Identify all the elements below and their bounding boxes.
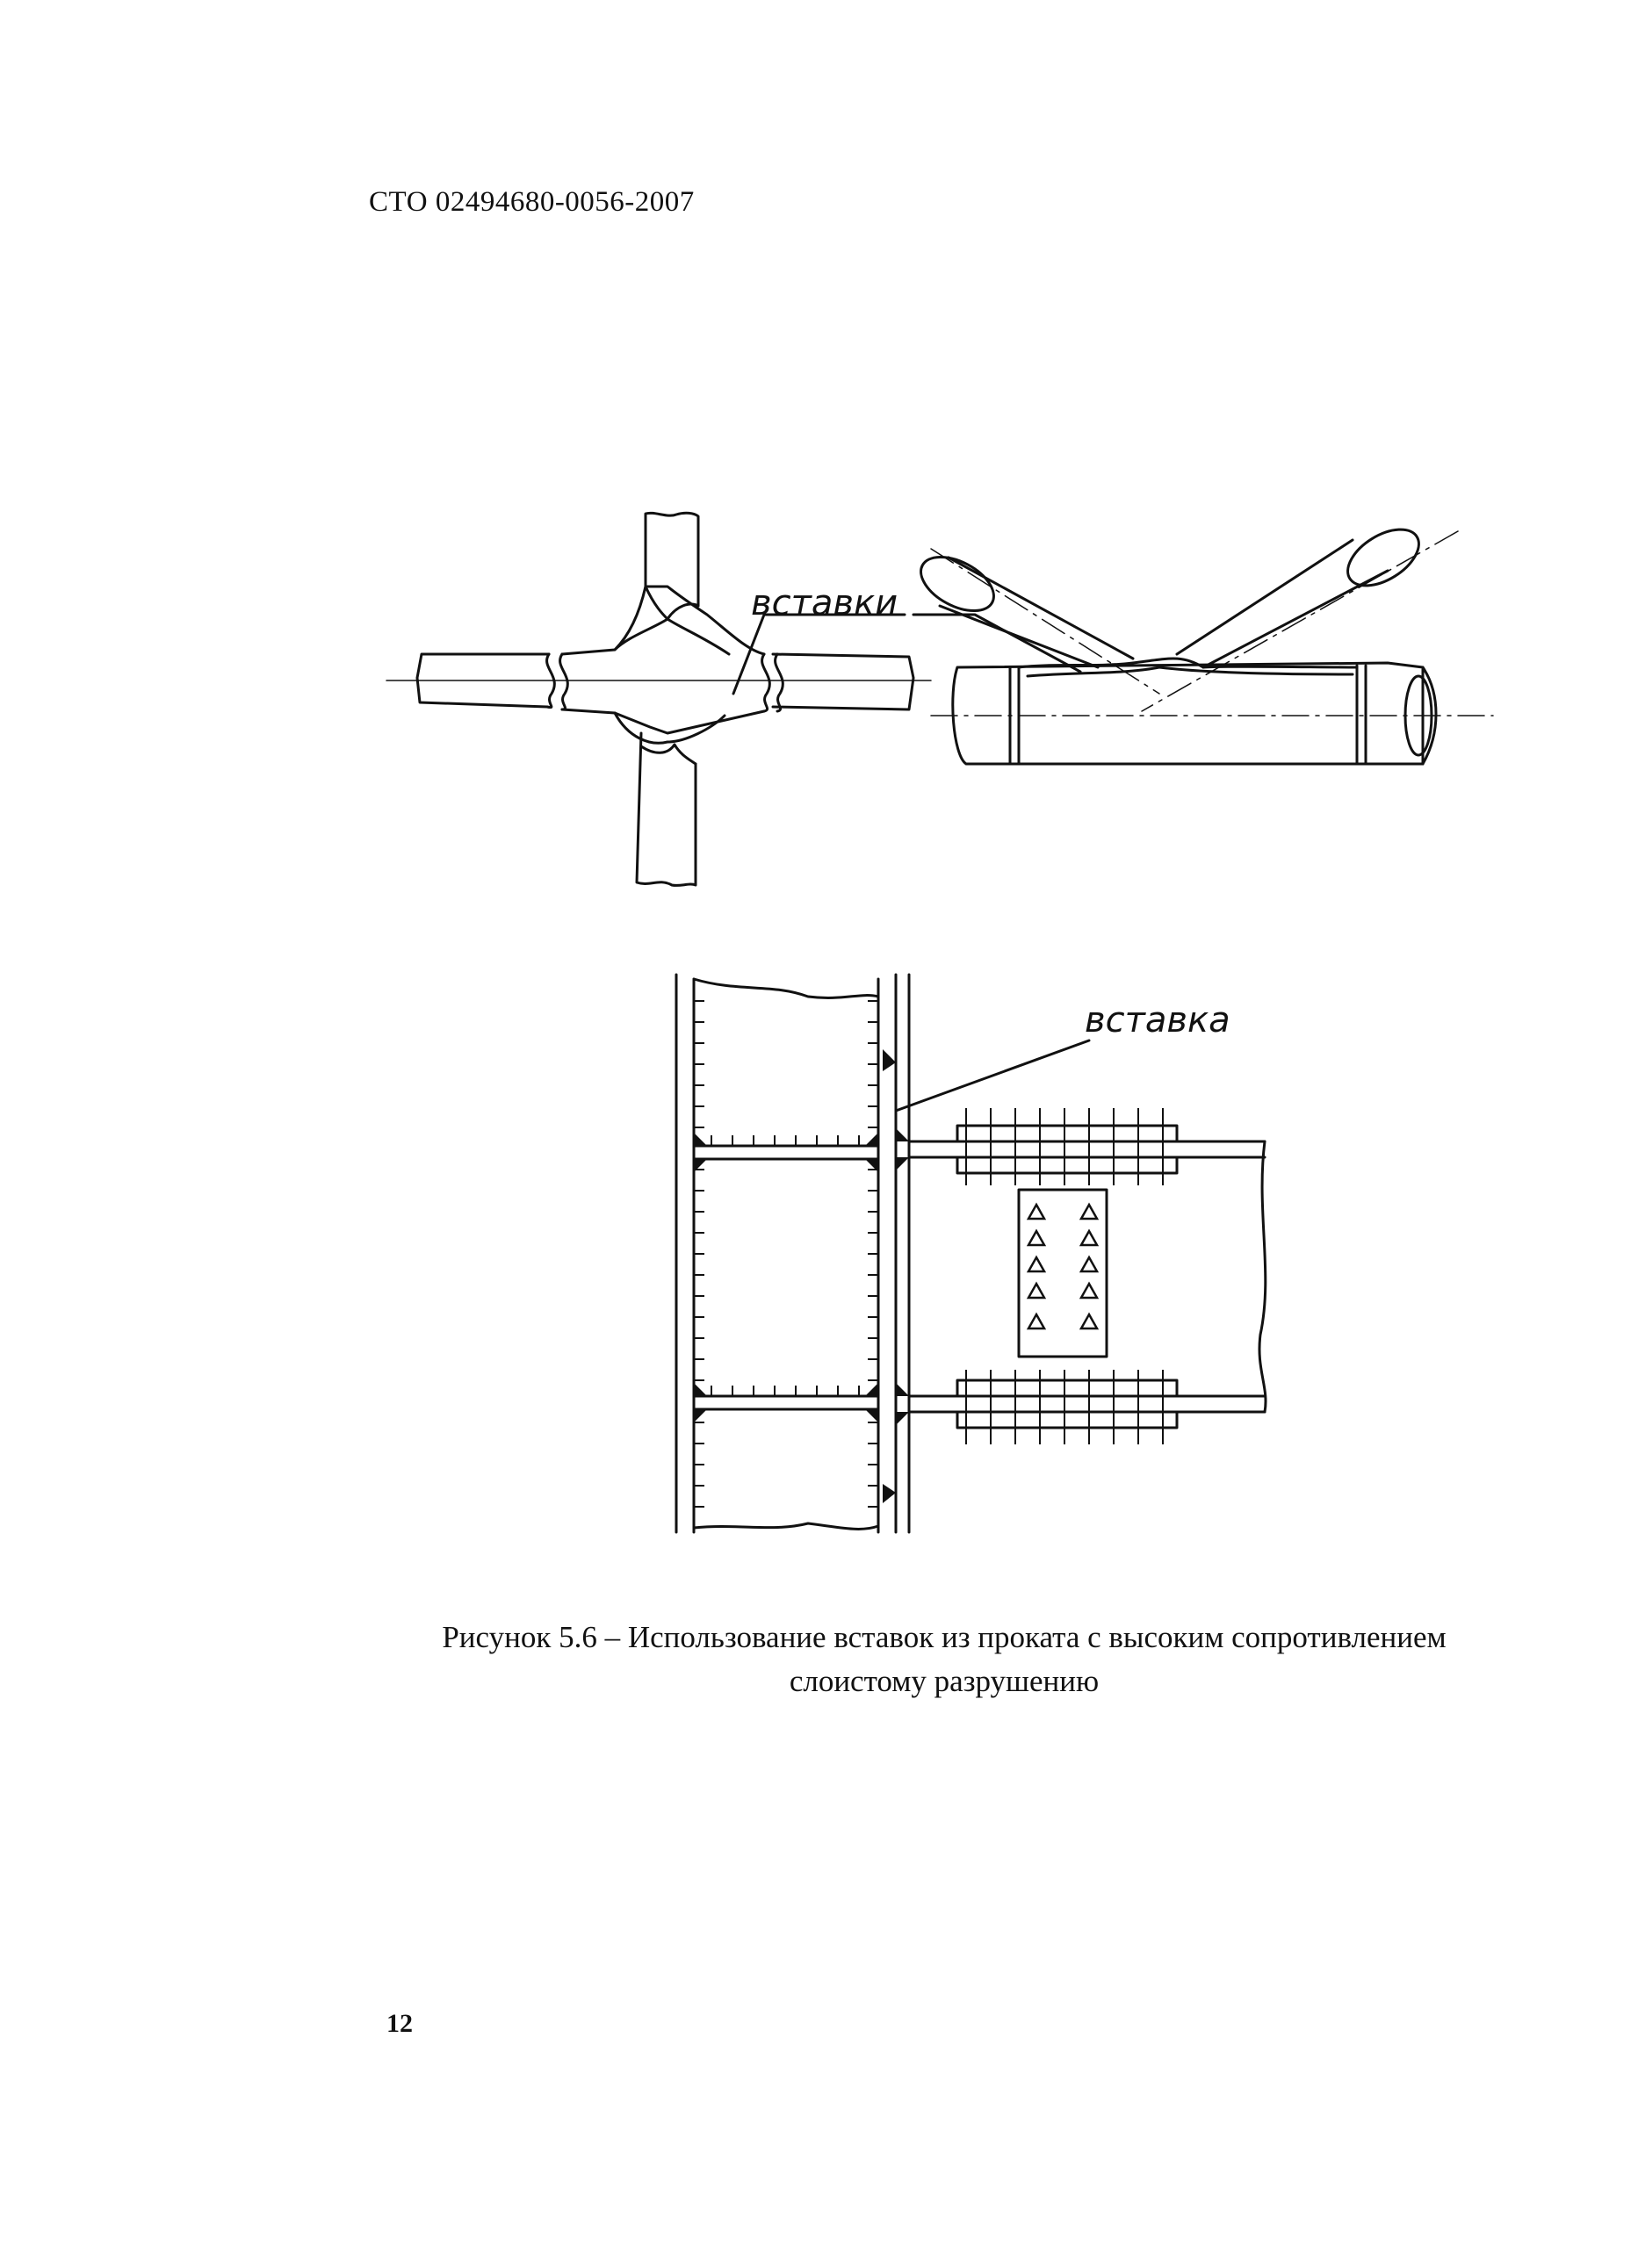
bolt-triangle <box>1081 1314 1097 1328</box>
bolt-triangle <box>1028 1284 1044 1298</box>
k-joint-sketch <box>913 518 1493 764</box>
bolt-symbols <box>1028 1205 1097 1328</box>
weld-marks <box>694 1049 909 1503</box>
bolt-tick-marks <box>694 1001 1163 1507</box>
bolt-triangle <box>1028 1231 1044 1245</box>
page-number: 12 <box>386 2009 413 2038</box>
bolt-triangle <box>1081 1205 1097 1219</box>
column-beam-sketch <box>676 975 1266 1532</box>
document-header: СТО 02494680-0056-2007 <box>369 186 695 218</box>
caption-line-1: Рисунок 5.6 – Использование вставок из проката с высоким сопротивлением <box>442 1620 1447 1654</box>
bolt-triangle <box>1081 1231 1097 1245</box>
label-insert: вставка <box>1085 1000 1230 1040</box>
bolt-triangle <box>1028 1257 1044 1271</box>
bolt-triangle <box>1081 1257 1097 1271</box>
caption-line-2: слоистому разрушению <box>789 1664 1100 1698</box>
bolt-triangle <box>1028 1314 1044 1328</box>
bolt-triangle <box>1081 1284 1097 1298</box>
bolt-triangle <box>1028 1205 1044 1219</box>
label-inserts: вставки <box>751 583 898 623</box>
cross-joint-sketch <box>386 513 931 885</box>
figure-caption <box>386 1616 1502 1703</box>
